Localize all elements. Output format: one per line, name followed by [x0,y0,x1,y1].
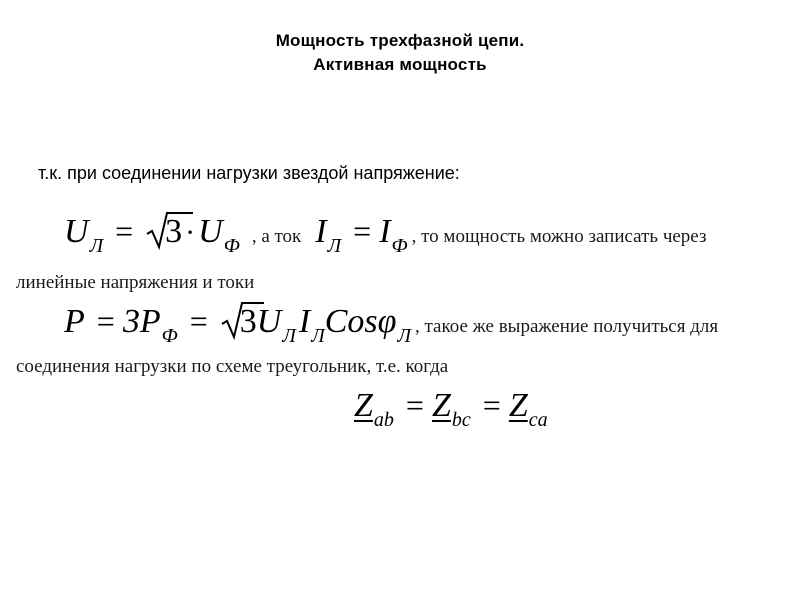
eq3-sub-ab: ab [373,409,394,431]
equation-line-voltage [64,212,707,257]
eq3-Z-ca: Z [508,387,528,424]
slide-title-line-2: Активная мощность [313,55,487,74]
eq2-3P: 3P [122,303,161,340]
intro-text: т.к. при соединении нагрузки звездой напряжение: [38,163,460,183]
sqrt-icon [220,300,264,340]
eq1-sub-F: Ф [223,235,240,257]
eq3-equals-2: = [482,387,501,423]
eq1-sqrt-3: 3 [165,213,183,250]
eq2-text: , такое же выражение получиться для [415,316,719,337]
eq3-Z-ab: Z [354,387,373,424]
eq1-sub-L: Л [89,235,104,257]
sqrt-icon [145,210,196,250]
eq1-equals-2: = [353,213,372,249]
equation-power [64,302,719,347]
eq1-equals: = [115,213,134,249]
text-delta-connection: соединения нагрузки по схеме треугольник, т.е. когда [16,356,449,377]
eq1-I-sub-F: Ф [391,235,408,257]
eq2-P: P [64,303,85,340]
eq2-I: I [298,303,311,340]
eq1-I-sub-L: Л [327,235,342,257]
text-linear-voltages: линейные напряжения и токи [16,272,255,293]
eq1-U-left: U [64,213,89,250]
eq2-cos-sub-L: Л [397,325,411,347]
eq1-cdot: · [185,216,196,249]
eq3-sub-ca: ca [528,409,548,431]
eq1-I-right: I [379,213,391,250]
eq3-equals-1: = [405,387,424,423]
eq2-equals-2: = [189,303,208,339]
eq1-sqrt [145,212,182,252]
eq1-U-right: U [198,213,223,250]
eq1-text-b: , то мощность можно записать через [411,226,707,247]
eq2-sqrt [220,302,257,342]
eq1-text-a: , а ток [251,226,302,247]
slide-title-line-1: Мощность трехфазной цепи. [275,31,525,50]
eq1-I-left: I [315,213,327,250]
eq2-sqrt-3: 3 [239,303,257,340]
eq2-equals-1: = [96,303,115,339]
eq2-cos: Cosφ [324,303,397,340]
eq2-U-sub-L: Л [282,325,296,347]
eq2-sub-F: Ф [161,325,178,347]
eq3-Z-bc: Z [431,387,451,424]
eq3-sub-bc: bc [451,409,471,431]
equation-impedance [354,386,548,431]
eq2-U: U [256,303,282,340]
eq2-I-sub-L: Л [311,325,325,347]
